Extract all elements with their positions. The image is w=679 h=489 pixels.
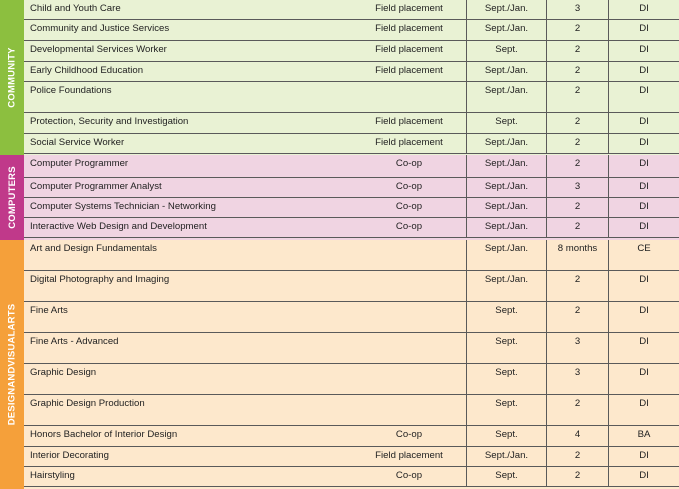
table-row xyxy=(24,447,679,467)
row-type: Co-op xyxy=(395,470,423,481)
row-name: Hairstyling xyxy=(30,470,75,481)
row-name: Interactive Web Design and Development xyxy=(30,221,207,232)
table-row xyxy=(24,271,679,302)
row-type: Co-op xyxy=(395,181,423,192)
row-start: Sept./Jan. xyxy=(466,134,546,153)
table-row xyxy=(24,134,679,154)
section-label: COMMUNITY xyxy=(0,0,24,155)
row-credential: DI xyxy=(608,113,679,133)
row-type: Field placement xyxy=(375,116,443,127)
table-row xyxy=(24,467,679,487)
row-start: Sept. xyxy=(466,364,546,394)
row-name: Computer Programmer Analyst xyxy=(30,181,162,192)
row-length: 2 xyxy=(546,155,608,177)
row-credential: DI xyxy=(608,134,679,153)
row-credential: DI xyxy=(608,198,679,217)
row-start: Sept./Jan. xyxy=(466,20,546,40)
table-row xyxy=(24,41,679,62)
row-length: 3 xyxy=(546,333,608,363)
row-name: Developmental Services Worker xyxy=(30,44,167,55)
row-name: Community and Justice Services xyxy=(30,23,170,34)
row-credential: BA xyxy=(608,426,679,446)
row-name: Graphic Design Production xyxy=(30,398,145,409)
row-start: Sept./Jan. xyxy=(466,218,546,237)
row-name: Graphic Design xyxy=(30,367,97,378)
table-row xyxy=(24,395,679,426)
row-name: Art and Design Fundamentals xyxy=(30,243,157,254)
row-length: 2 xyxy=(546,82,608,112)
row-type xyxy=(354,271,464,301)
table-row xyxy=(24,155,679,178)
row-start: Sept. xyxy=(466,395,546,425)
row-start: Sept. xyxy=(466,41,546,61)
row-length: 3 xyxy=(546,364,608,394)
row-length: 3 xyxy=(546,178,608,197)
row-type xyxy=(354,364,464,394)
row-length: 2 xyxy=(546,218,608,237)
row-type: Co-op xyxy=(395,158,423,169)
table-row xyxy=(24,62,679,82)
row-name: Social Service Worker xyxy=(30,137,125,148)
table-row xyxy=(24,240,679,271)
section-computers xyxy=(0,155,679,240)
row-length: 3 xyxy=(546,0,608,19)
row-type: Field placement xyxy=(375,65,443,76)
table-row xyxy=(24,82,679,113)
row-start: Sept. xyxy=(466,333,546,363)
row-start: Sept. xyxy=(466,113,546,133)
row-type xyxy=(354,395,464,425)
row-start: Sept./Jan. xyxy=(466,240,546,270)
row-credential: DI xyxy=(608,155,679,177)
row-start: Sept./Jan. xyxy=(466,82,546,112)
row-start: Sept. xyxy=(466,467,546,486)
table-row xyxy=(24,426,679,447)
table-row xyxy=(24,0,679,20)
row-start: Sept./Jan. xyxy=(466,62,546,81)
row-name: Police Foundations xyxy=(30,85,112,96)
row-type: Field placement xyxy=(375,44,443,55)
row-start: Sept./Jan. xyxy=(466,178,546,197)
row-credential: DI xyxy=(608,41,679,61)
row-name: Child and Youth Care xyxy=(30,3,121,14)
row-type xyxy=(354,333,464,363)
row-credential: DI xyxy=(608,20,679,40)
row-length: 2 xyxy=(546,271,608,301)
row-credential: DI xyxy=(608,271,679,301)
row-name: Protection, Security and Investigation xyxy=(30,116,189,127)
row-type: Field placement xyxy=(375,450,443,461)
row-length: 2 xyxy=(546,62,608,81)
row-credential: DI xyxy=(608,218,679,237)
row-credential: DI xyxy=(608,62,679,81)
row-name: Interior Decorating xyxy=(30,450,109,461)
row-credential: DI xyxy=(608,178,679,197)
row-type xyxy=(354,82,464,112)
table-row xyxy=(24,302,679,333)
row-start: Sept./Jan. xyxy=(466,271,546,301)
row-length: 2 xyxy=(546,41,608,61)
row-name: Computer Programmer xyxy=(30,158,129,169)
table-row xyxy=(24,198,679,218)
row-type: Field placement xyxy=(375,3,443,14)
row-start: Sept./Jan. xyxy=(466,198,546,217)
row-type: Co-op xyxy=(395,221,423,232)
row-length: 2 xyxy=(546,113,608,133)
row-type xyxy=(354,302,464,332)
row-start: Sept. xyxy=(466,426,546,446)
row-length: 2 xyxy=(546,134,608,153)
row-name: Honors Bachelor of Interior Design xyxy=(30,429,178,440)
row-name: Digital Photography and Imaging xyxy=(30,274,170,285)
section-label: COMPUTERS xyxy=(0,155,24,240)
table-row xyxy=(24,218,679,238)
row-type: Co-op xyxy=(395,429,423,440)
row-type: Field placement xyxy=(375,137,443,148)
table-row xyxy=(24,20,679,41)
row-name: Computer Systems Technician - Networking xyxy=(30,201,216,212)
section-community xyxy=(0,0,679,155)
row-type: Co-op xyxy=(395,201,423,212)
section-design-visual-arts xyxy=(0,240,679,489)
row-name: Fine Arts - Advanced xyxy=(30,336,119,347)
row-credential: DI xyxy=(608,395,679,425)
row-name: Fine Arts xyxy=(30,305,68,316)
row-credential: CE xyxy=(608,240,679,270)
row-type xyxy=(354,240,464,270)
row-name: Early Childhood Education xyxy=(30,65,144,76)
row-credential: DI xyxy=(608,333,679,363)
row-start: Sept. xyxy=(466,302,546,332)
table-row xyxy=(24,333,679,364)
row-length: 2 xyxy=(546,302,608,332)
row-length: 2 xyxy=(546,198,608,217)
row-credential: DI xyxy=(608,447,679,466)
section-label: DESIGNANDVISUALARTS xyxy=(0,240,24,489)
row-length: 8 months xyxy=(546,240,608,270)
table-row xyxy=(24,364,679,395)
row-credential: DI xyxy=(608,364,679,394)
table-row xyxy=(24,113,679,134)
row-start: Sept./Jan. xyxy=(466,447,546,466)
row-type: Field placement xyxy=(375,23,443,34)
row-length: 2 xyxy=(546,395,608,425)
row-start: Sept./Jan. xyxy=(466,155,546,177)
row-credential: DI xyxy=(608,467,679,486)
row-length: 2 xyxy=(546,467,608,486)
row-credential: DI xyxy=(608,302,679,332)
table-row xyxy=(24,178,679,198)
row-credential: DI xyxy=(608,0,679,19)
row-credential: DI xyxy=(608,82,679,112)
row-length: 4 xyxy=(546,426,608,446)
row-length: 2 xyxy=(546,447,608,466)
row-start: Sept./Jan. xyxy=(466,0,546,19)
row-length: 2 xyxy=(546,20,608,40)
